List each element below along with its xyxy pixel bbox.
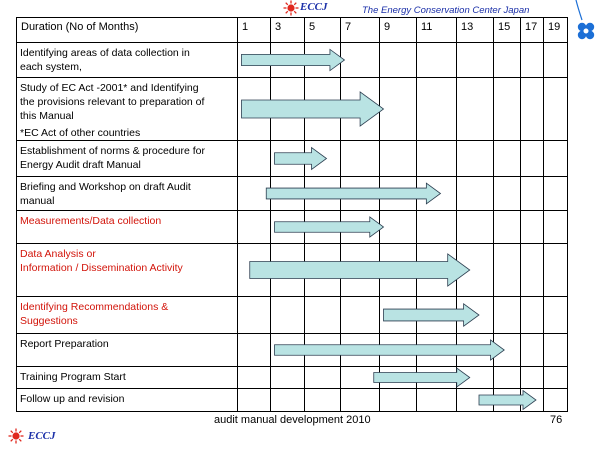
page-number: 76 [550,414,563,426]
month-cell [271,141,305,177]
month-cell [494,211,521,244]
task-label-line: Study of EC Act -2001* and Identifying [20,82,199,94]
task-label-line: the provisions relevant to preparation of [20,96,205,108]
month-cell [305,141,341,177]
month-cell [521,334,544,367]
task-row [17,297,568,334]
task-row [17,78,568,141]
task-label-line: Identifying Recommendations & [20,301,169,313]
month-cell [544,334,568,367]
task-label-line: Report Preparation [20,338,109,350]
task-row [17,43,568,78]
month-cell [417,211,457,244]
clover-icon [568,0,598,44]
month-cell [341,334,380,367]
month-cell [494,334,521,367]
month-cell [521,367,544,389]
task-label-line: Measurements/Data collection [20,215,162,227]
task-label-line: Suggestions [20,315,78,327]
month-label: 5 [305,18,341,43]
month-cell [417,389,457,412]
month-cell [238,78,271,141]
task-label-line: *EC Act of other countries [20,127,141,139]
month-cell [457,141,494,177]
month-cell [521,78,544,141]
month-cell [238,244,271,297]
month-cell [238,297,271,334]
month-cell [238,334,271,367]
header-logo-text: ECCJ [300,1,328,13]
month-cell [380,334,417,367]
month-cell [417,244,457,297]
footer-eccj-logo-icon [8,428,24,444]
month-cell [457,297,494,334]
month-cell [457,211,494,244]
month-cell [457,177,494,211]
month-cell [521,389,544,412]
month-cell [380,297,417,334]
task-label [17,389,238,412]
month-cell [417,367,457,389]
month-cell [544,43,568,78]
task-row [17,334,568,367]
month-cell [417,141,457,177]
month-cell [521,177,544,211]
month-cell [380,43,417,78]
month-cell [544,211,568,244]
month-cell [341,389,380,412]
month-cell [521,43,544,78]
month-cell [380,78,417,141]
month-cell [457,244,494,297]
task-label-line: Follow up and revision [20,393,125,405]
gantt-table [16,17,568,412]
month-cell [238,211,271,244]
footer-caption: audit manual development 2010 [214,414,371,426]
month-cell [271,244,305,297]
month-cell [271,43,305,78]
month-label: 19 [544,18,568,43]
month-cell [457,389,494,412]
task-label-line: Energy Audit draft Manual [20,159,141,171]
month-cell [305,297,341,334]
task-label-line: Information / Dissemination Activity [20,262,183,274]
month-cell [417,177,457,211]
month-cell [238,367,271,389]
month-cell [341,211,380,244]
task-label-line: Data Analysis or [20,248,96,260]
month-cell [494,244,521,297]
month-cell [380,367,417,389]
month-cell [271,211,305,244]
task-label [17,141,238,177]
month-cell [305,211,341,244]
month-cell [417,334,457,367]
month-cell [494,389,521,412]
month-cell [341,78,380,141]
task-label [17,177,238,211]
month-cell [341,43,380,78]
month-label: 11 [417,18,457,43]
task-row [17,389,568,412]
task-label [17,211,238,244]
month-cell [380,389,417,412]
month-cell [457,78,494,141]
month-cell [271,177,305,211]
organization-name: The Energy Conservation Center Japan [362,5,530,16]
month-cell [238,43,271,78]
month-cell [494,78,521,141]
month-cell [341,177,380,211]
month-cell [341,141,380,177]
month-label: 1 [238,18,271,43]
task-label [17,43,238,78]
duration-header: Duration (No of Months) [17,18,238,43]
month-cell [494,297,521,334]
month-cell [305,389,341,412]
month-cell [417,43,457,78]
task-label-line: Briefing and Workshop on draft Audit [20,181,191,193]
month-cell [544,78,568,141]
month-cell [380,141,417,177]
month-cell [271,367,305,389]
month-label: 9 [380,18,417,43]
month-cell [380,211,417,244]
month-cell [544,177,568,211]
month-cell [341,367,380,389]
month-cell [380,244,417,297]
month-cell [341,244,380,297]
month-cell [238,141,271,177]
month-cell [305,177,341,211]
task-label-line: each system, [20,61,82,73]
month-label: 17 [521,18,544,43]
month-cell [494,177,521,211]
month-cell [457,334,494,367]
month-cell [544,389,568,412]
task-label-line: manual [20,195,55,207]
month-cell [417,78,457,141]
month-cell [271,78,305,141]
month-cell [521,141,544,177]
header-row [17,18,568,43]
month-cell [494,43,521,78]
month-cell [457,43,494,78]
month-cell [544,367,568,389]
task-label [17,78,238,141]
month-cell [341,297,380,334]
task-row [17,177,568,211]
month-cell [494,141,521,177]
month-cell [305,78,341,141]
task-row [17,211,568,244]
task-row [17,367,568,389]
task-label-line: this Manual [20,110,74,122]
month-cell [521,297,544,334]
month-cell [544,297,568,334]
month-cell [238,177,271,211]
task-label [17,297,238,334]
task-label-line: Identifying areas of data collection in [20,47,190,59]
month-cell [238,389,271,412]
month-cell [494,367,521,389]
month-label: 15 [494,18,521,43]
month-cell [271,334,305,367]
month-cell [457,367,494,389]
month-label: 7 [341,18,380,43]
month-label: 3 [271,18,305,43]
footer-logo-text: ECCJ [28,430,56,442]
month-cell [417,297,457,334]
eccj-logo-icon [283,0,299,16]
month-cell [305,367,341,389]
task-label-line: Establishment of norms & procedure for [20,145,206,157]
month-label: 13 [457,18,494,43]
task-label [17,244,238,297]
month-cell [521,211,544,244]
task-label [17,334,238,367]
task-row [17,244,568,297]
month-cell [271,389,305,412]
task-row [17,141,568,177]
task-label-line: Training Program Start [20,371,126,383]
month-cell [544,244,568,297]
month-cell [544,141,568,177]
month-cell [305,334,341,367]
month-cell [305,244,341,297]
month-cell [271,297,305,334]
task-label [17,367,238,389]
month-cell [305,43,341,78]
month-cell [380,177,417,211]
month-cell [521,244,544,297]
